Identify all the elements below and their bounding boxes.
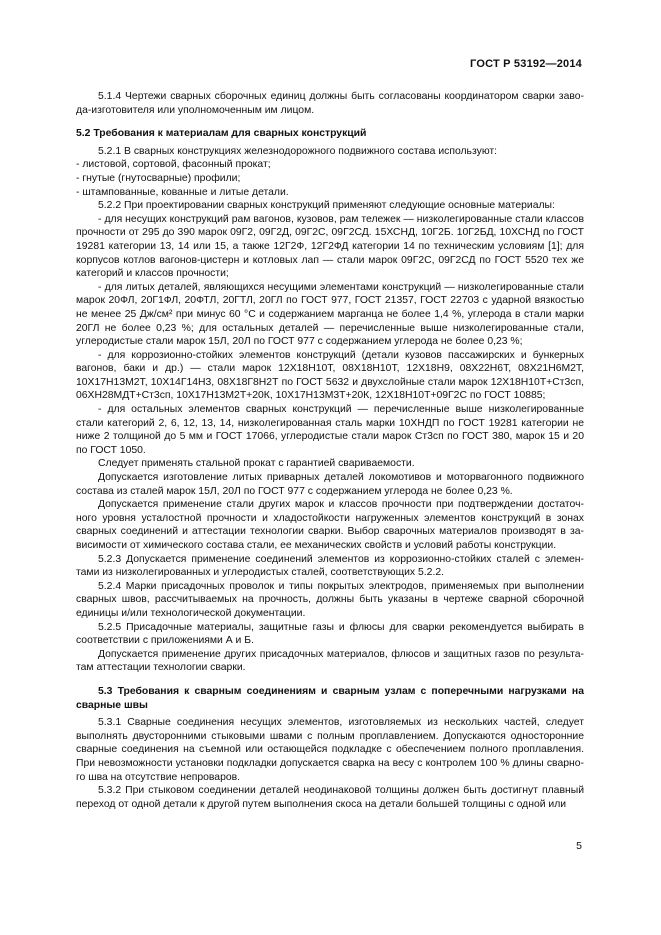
clause-5-2-2-item-d: - для остальных элементов сварных конструкций — перечисленные выше низколегированные стали категорий 2, 6, 12, 13, 14, низколегированная сталь марки 10ХНДП по ГОСТ 19281 категории не ниже 2 толщиной до 5 мм и ГОСТ 17066, углеродистые стали марок Ст3сп по ГОСТ 380, марок 15 и 20 по ГОСТ 1050. xyxy=(76,404,584,456)
page-number: 5 xyxy=(576,840,582,852)
list-item: - гнутые (гнутосварные) профили; xyxy=(76,172,241,184)
clause-5-2-5: 5.2.5 Присадочные материалы, защитные газы и флюсы для сварки рекомендуется выбирать в соответствии с приложениями А и Б. xyxy=(76,621,584,647)
clause-5-3-2: 5.3.2 При стыковом соединении деталей неодинаковой толщины должен быть достигнут плавный переход от одной детали к другой путем выполнения скоса на детали большей толщины с одной или xyxy=(76,785,584,810)
clause-5-3-1: 5.3.1 Сварные соединения несущих элементов, изготовляемых из нескольких частей, следует выполнять двусторонними стыковыми швами с полным проплавлением. Допускаются односторонние сварные соединения на съемной или остающейся подкладке с обеспечением полного проплавления. При невозможности установки подкладки допускается сварка на весу с контролем 100 % длины сварного шва на отсутствие непроваров. xyxy=(76,717,584,783)
clause-5-2-2-note-cast: Допускается изготовление литых приварных деталей локомотивов и моторвагонного подвижного состава из сталей марок 15Л, 20Л по ГОСТ 977 с содержанием углерода не более 0,23 %. xyxy=(76,472,584,497)
clause-5-2-2: 5.2.2 При проектировании сварных конструкций применяют следующие основные материалы: xyxy=(98,200,555,212)
document-code: ГОСТ Р 53192—2014 xyxy=(470,58,582,70)
clause-5-1-4: 5.1.4 Чертежи сварных сборочных единиц должны быть согласованы координатором сварки завода-изготовителя или уполномоченным им лицом. xyxy=(76,91,584,116)
clause-5-2-1: 5.2.1 В сварных конструкциях железнодорожного подвижного состава используют: xyxy=(98,145,498,157)
section-heading-5-3-text: 5.3 Требования к сварным соединениям и сварным узлам с поперечными нагрузками на сварные швы xyxy=(76,685,584,711)
page-body xyxy=(76,90,584,811)
clause-5-2-2-item-c: - для коррозионно-стойких элементов конструкций (детали кузовов пассажирских и бункерных вагонов, баки и др.) — стали марок 12Х18Н10Т, 08Х18Н10Т, 12Х18Н9, 08Х22Н6Т, 08Х21Н6М2Т, 10Х17Н13М2Т, 10Х14Г14Н3, 08Х18Г8Н2Т по ГОСТ 5632 и двухслойные стали марок 12Х18Н10Т+Ст3сп, 06ХН28МДТ+Ст3сп, 10Х17Н13М2Т+20К, 10Х17Н13М3Т+20К, 12Х18Н10Т+09Г2С по ГОСТ 10885; xyxy=(76,349,584,402)
list-item: - листовой, сортовой, фасонный прокат; xyxy=(76,159,271,171)
clause-5-2-2-note-other-steels: Допускается применение стали других марок и классов прочности при подтверждении достаточного уровня усталостной прочности и хладостойкости нагруженных элементов конструкций в зонах сварных соединений и аттестации технологии сварки. Выбор сварочных материалов производят в зависимости от химического состава стали, ее механических свойств и условий работы конструкции. xyxy=(76,499,584,551)
section-heading-5-2: 5.2 Требования к материалам для сварных конструкций xyxy=(76,128,367,140)
clause-5-2-2-item-b: - для литых деталей, являющихся несущими элементами конструкций — низколегированные стали марок 20ФЛ, 20Г1ФЛ, 20ФТЛ, 20ГТЛ, 20ГЛ по ГОСТ 977, ГОСТ 21357, ГОСТ 22703 с ударной вязкостью не менее 25 Дж/см² при минус 60 °С и содержанием марганца не более 1,4 %, углерода в стали марки 20ГЛ не более 0,23 %; для остальных деталей — перечисленные выше низколегированные стали, углеродистые стали марок 15Л, 20Л по ГОСТ 977 с содержанием углерода не более 0,23 %; xyxy=(76,281,584,348)
list-item: - штампованные, кованные и литые детали. xyxy=(76,186,289,198)
clause-5-2-3: 5.2.3 Допускается применение соединений элементов из коррозионно-стойких сталей с элементами из низколегированных и углеродистых сталей, соответствующих 5.2.2. xyxy=(76,553,584,579)
clause-5-2-2-note-weldability: Следует применять стальной прокат с гарантией свариваемости. xyxy=(98,458,415,470)
section-heading-5-3 xyxy=(76,685,584,712)
clause-5-2-5-note: Допускается применение других присадочных материалов, флюсов и защитных газов по результатам аттестации технологии сварки. xyxy=(76,648,584,674)
clause-5-2-4: 5.2.4 Марки присадочных проволок и типы покрытых электродов, применяемых при выполнении сварных швов, рассчитываемых на прочность, должны быть указаны в чертеже сварной сборочной единицы и/или технологической документации. xyxy=(76,580,584,619)
clause-5-2-2-item-a: - для несущих конструкций рам вагонов, кузовов, рам тележек — низколегированные стали классов прочности от 295 до 390 марок 09Г2, 09Г2Д, 09Г2С, 09Г2СД. 15ХСНД, 10Г2Б. 10Г2БД, 10ХСНД по ГОСТ 19281 категории 13, 14 или 15, а также 12Г2Ф, 12Г2ФД категории 14 по техническим условиям [1]; для корпусов котлов вагонов-цистерн и котловых лап — стали марок 09Г2С, 09Г2СД по ГОСТ 5520 тех же категорий и классов прочности; xyxy=(76,213,584,280)
